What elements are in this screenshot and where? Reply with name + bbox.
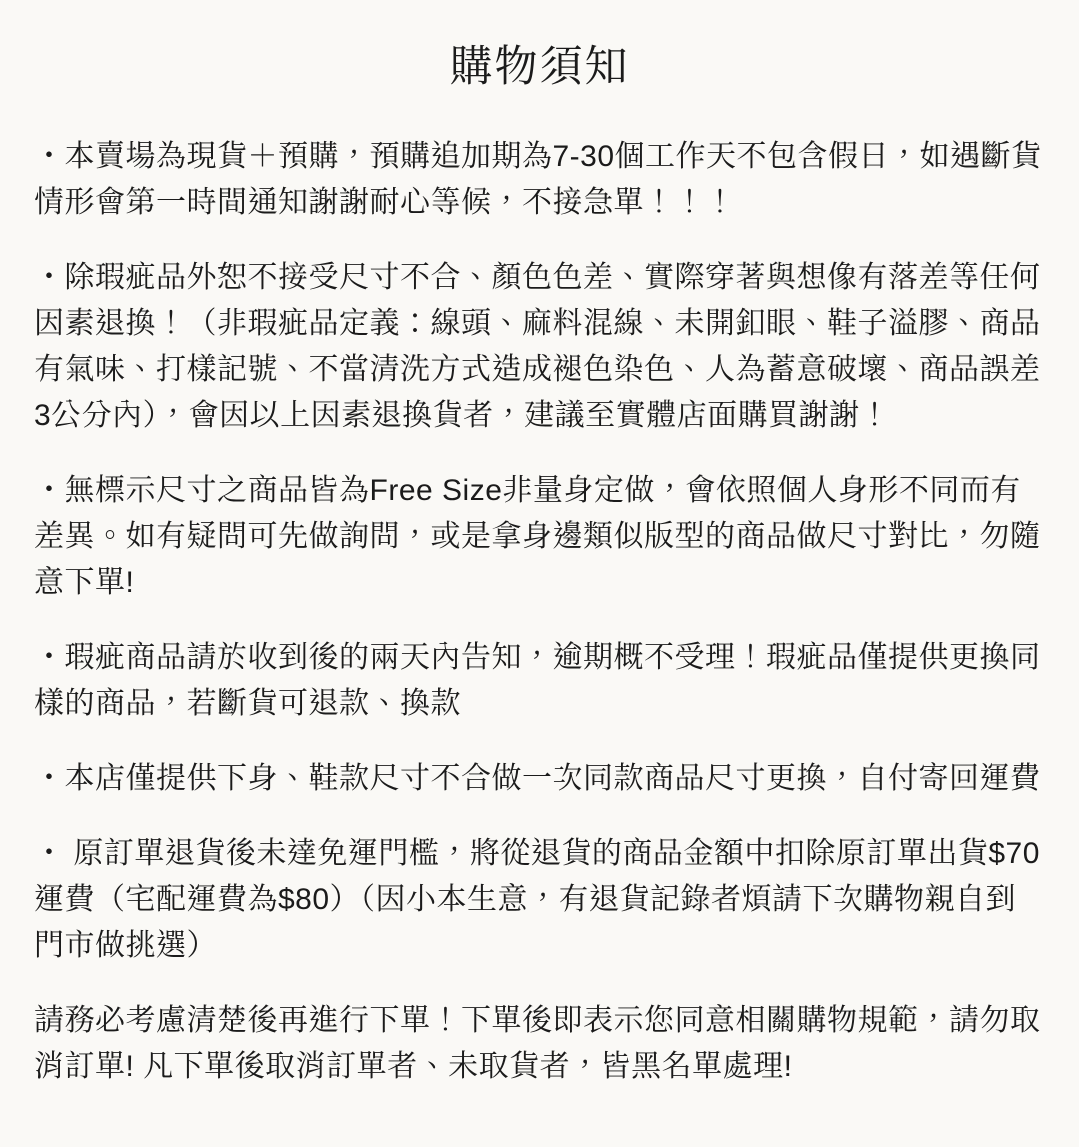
page-title: 購物須知: [449, 43, 630, 91]
notice-paragraph-defect-report: ・瑕疵商品請於收到後的兩天內告知，逾期概不受理！瑕疵品僅提供更換同樣的商品，若斷貨可退款、換款: [34, 640, 1041, 720]
notice-paragraph-preorder: ・本賣場為現貨＋預購，預購追加期為7-30個工作天不包含假日，如遇斷貨情形會第一時間通知謝謝耐心等候，不接急單！！！: [34, 139, 1042, 219]
notice-paragraph-final-warning: 請務必考慮清楚後再進行下單！下單後即表示您同意相關購物規範，請勿取消訂單! 凡下單後取消訂單者、未取貨者，皆黑名單處理!: [34, 1003, 1041, 1083]
notice-paragraph-free-size: ・無標示尺寸之商品皆為Free Size非量身定做，會依照個人身形不同而有差異。如有疑問可先做詢問，或是拿身邊類似版型的商品做尺寸對比，勿隨意下單!: [34, 473, 1041, 599]
notice-paragraph-return-policy: ・除瑕疵品外恕不接受尺寸不合、顏色色差、實際穿著與想像有落差等任何因素退換！（非瑕疵品定義：線頭、麻料混線、未開釦眼、鞋子溢膠、商品有氣味、打樣記號、不當清洗方式造成褪色染色、人為蓄意破壞、商品誤差3公分內），會因以上因素退換貨者，建議至實體店面購買謝謝！: [34, 260, 1041, 432]
notice-paragraph-size-exchange: ・本店僅提供下身、鞋款尺寸不合做一次同款商品尺寸更換，自付寄回運費: [34, 761, 1041, 795]
notice-paragraph-shipping-fee: ・ 原訂單退貨後未達免運門檻，將從退貨的商品金額中扣除原訂單出貨$70運費（宅配運費為$80）（因小本生意，有退貨記錄者煩請下次購物親自到門市做挑選）: [34, 836, 1040, 962]
